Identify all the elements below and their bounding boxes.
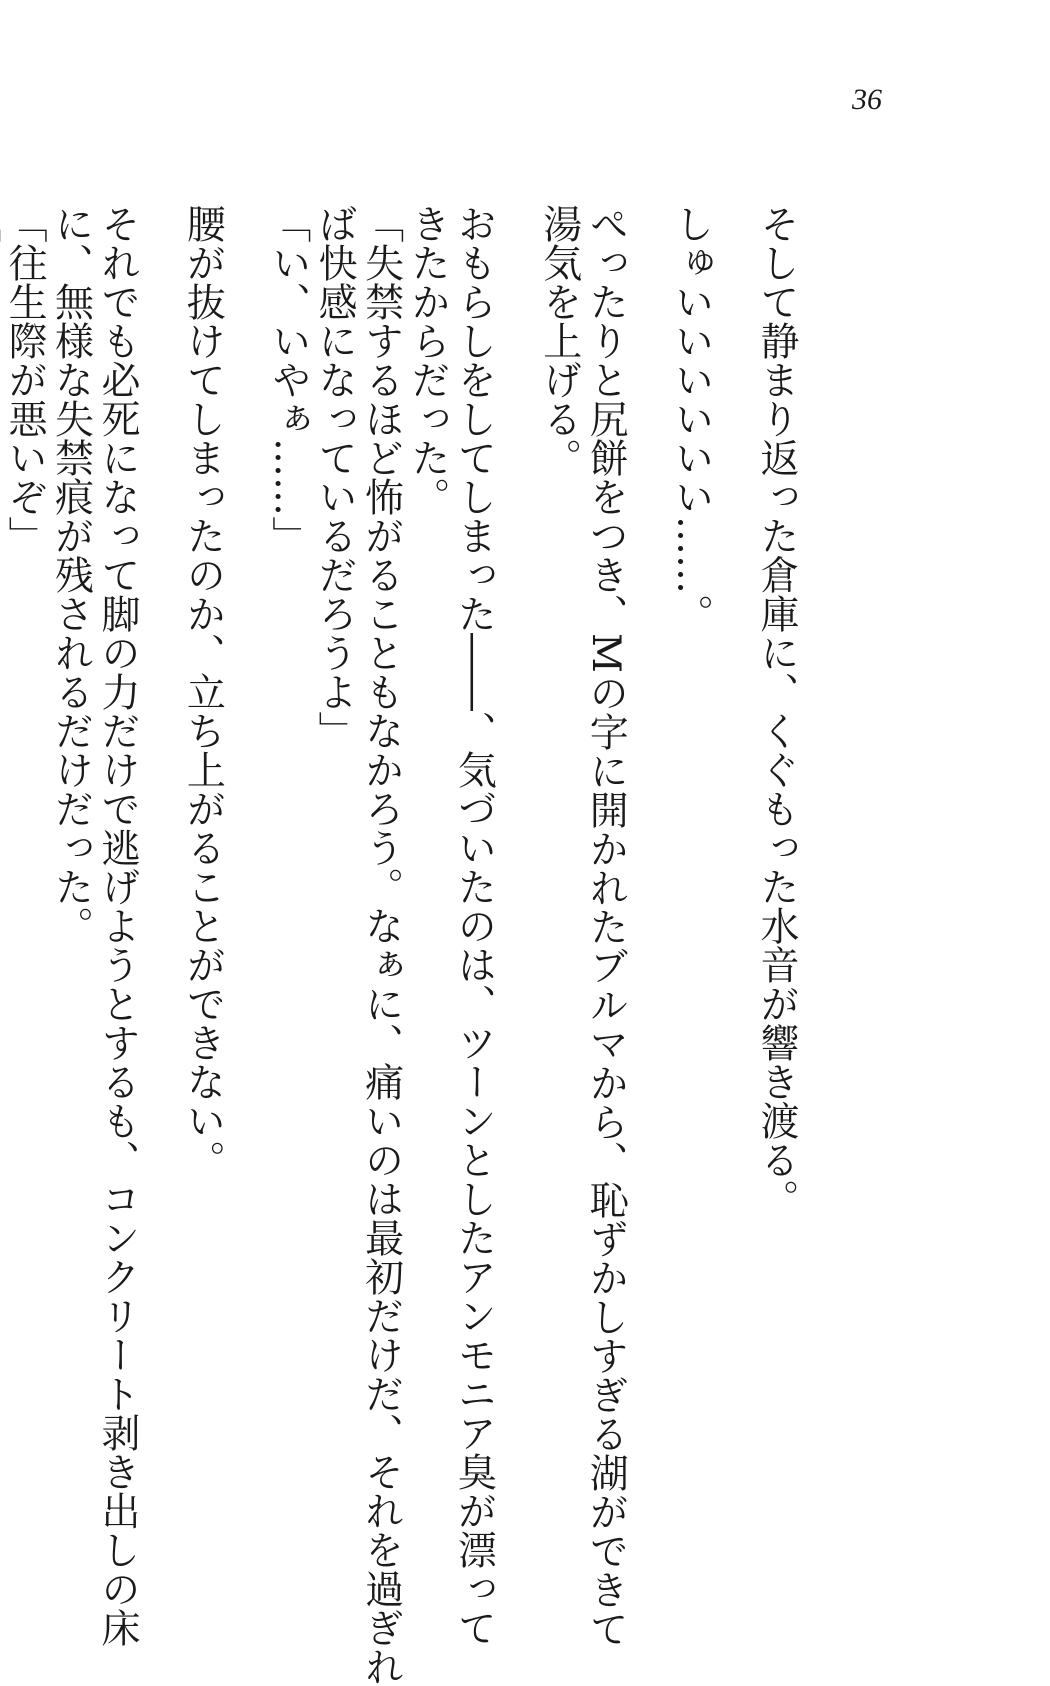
text-line: 「失禁するほど怖がることもなかろう。なぁに、痛いのは最初だけだ、それを過ぎれ bbox=[358, 204, 404, 1686]
text-line: 湯気を上げる。 bbox=[536, 204, 582, 477]
text-line bbox=[0, 204, 1, 1374]
text-line: に、無様な失禁痕が残されるだけだった。 bbox=[48, 204, 94, 945]
text-line: しゅいいいいいい……。 bbox=[668, 204, 714, 633]
text-line: ぺったりと尻餅をつき、Mの字に開かれたブルマから、恥ずかしすぎる湖ができて bbox=[583, 204, 629, 1648]
text-line: そして静まり返った倉庫に、くぐもった水音が響き渡る。 bbox=[754, 204, 799, 1218]
text-line: おもらしをしてしまった――、気づいたのは、ツーンとしたアンモニア臭が漂って bbox=[451, 204, 497, 1647]
text-line: きたからだった。 bbox=[404, 204, 450, 516]
text-line: それでも必死になって脚の力だけで逃げようとするも、コンクリート剥き出しの床 bbox=[94, 204, 140, 1647]
page-number: 36 bbox=[852, 83, 882, 116]
text-line: 「い、いやぁ……」 bbox=[265, 204, 311, 555]
text-line: 「往生際が悪いぞ」 bbox=[2, 204, 48, 555]
body-text bbox=[2, 204, 838, 1686]
text-line: 腰が抜けてしまったのか、立ち上がることができない。 bbox=[180, 204, 226, 1179]
text-line: ば快感になっているだろうよ」 bbox=[312, 204, 358, 750]
